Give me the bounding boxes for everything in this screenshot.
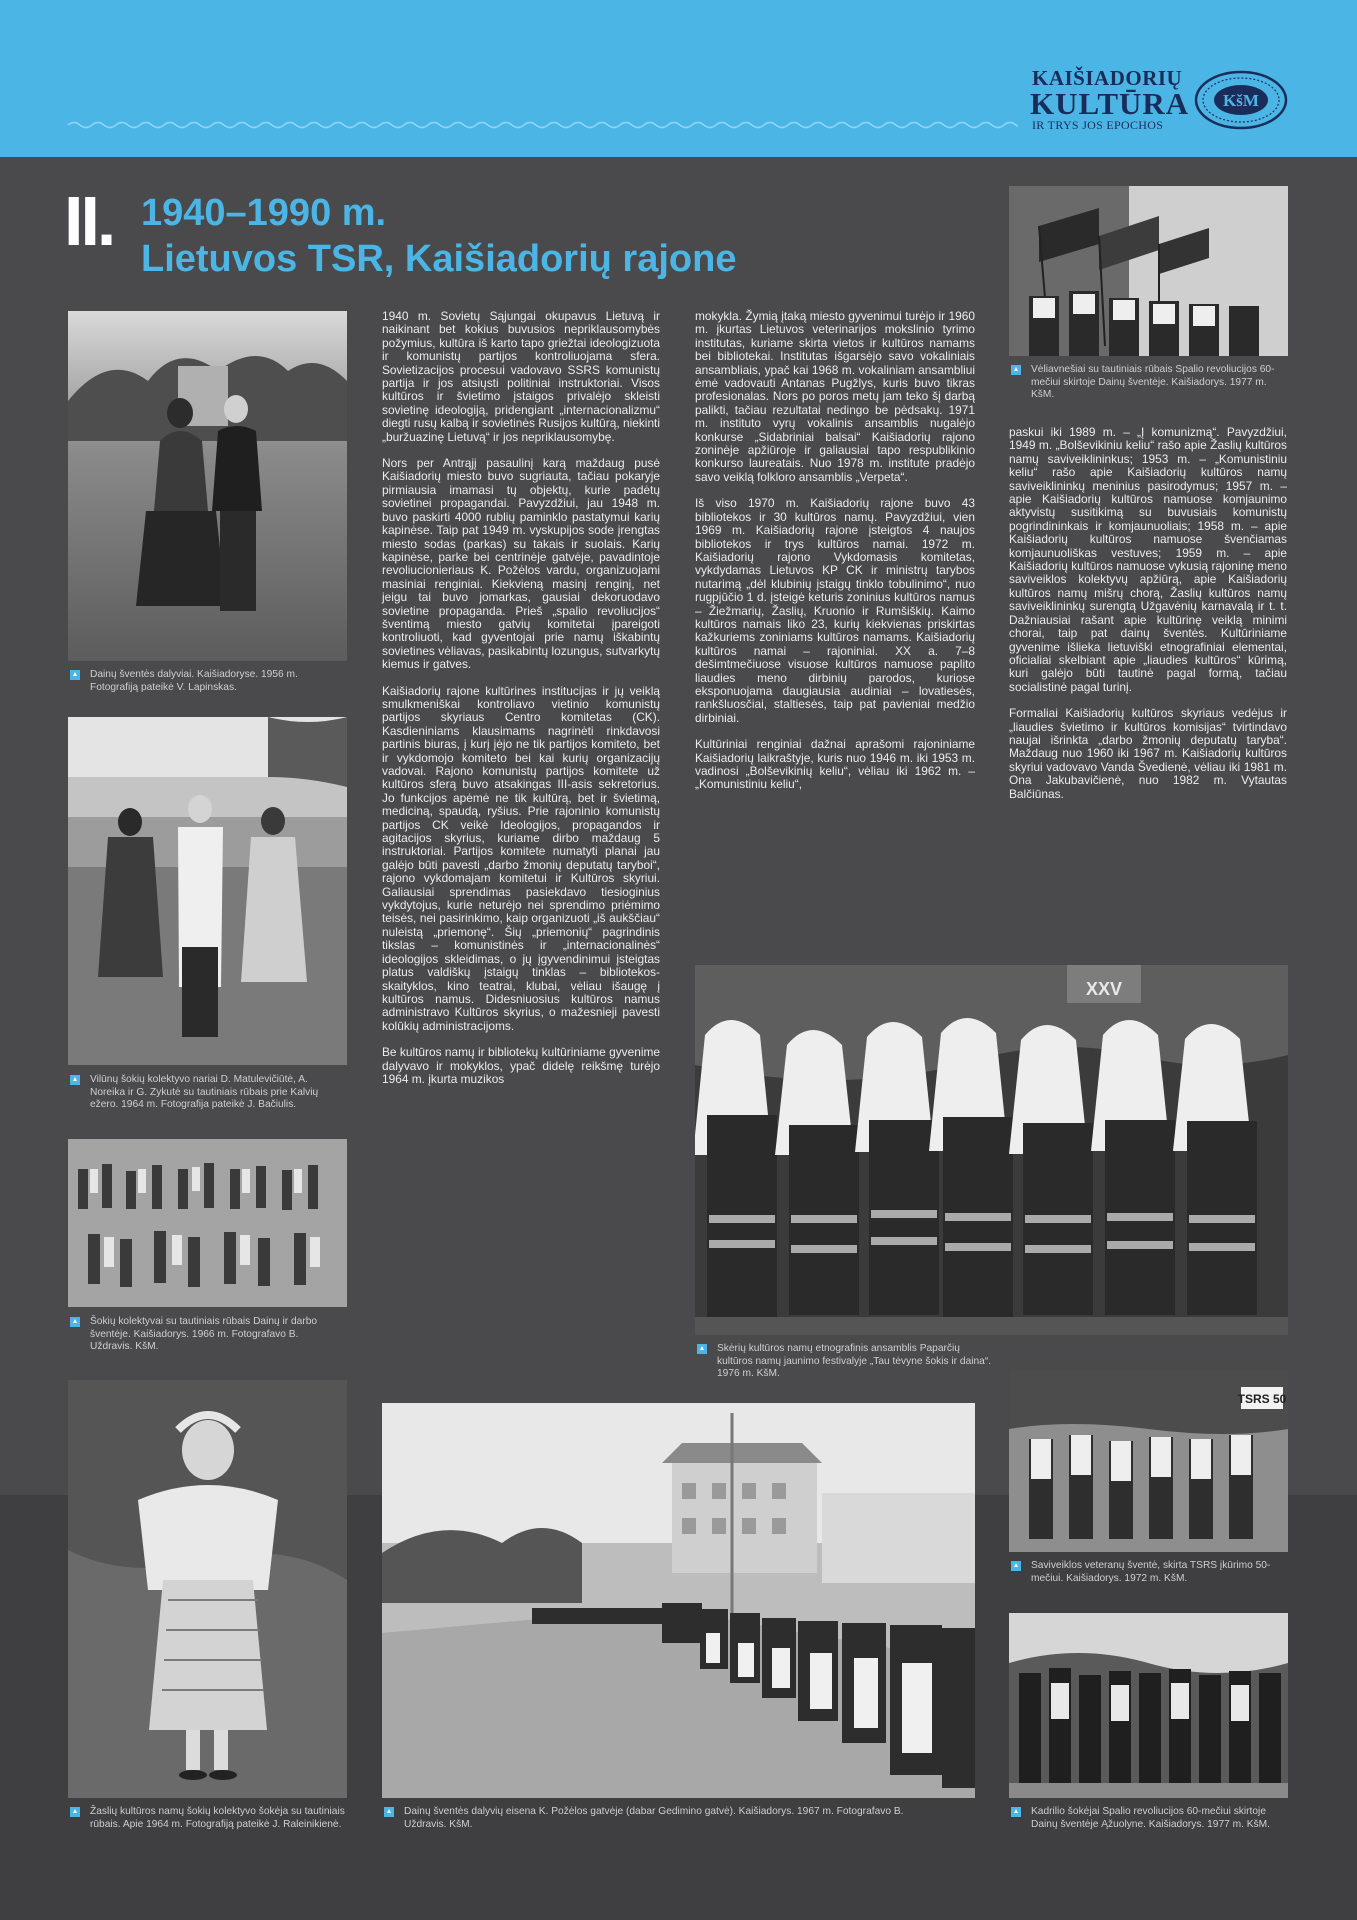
photo-caption-icon xyxy=(70,1317,80,1327)
photo-caption-icon xyxy=(70,670,80,680)
photo-caption-icon xyxy=(1011,1561,1021,1571)
caption-photo-5: Dainų šventės dalyvių eisena K. Požėlos gatvėje (dabar Gedimino gatvė). Kaišiadorys. 1967 m. Fotografavo B. Uždravis. KšM. xyxy=(384,1806,944,1831)
svg-text:XXV: XXV xyxy=(1085,979,1123,999)
brand-line3: IR TRYS JOS EPOCHOS xyxy=(1032,118,1164,132)
brand-wordmark xyxy=(1030,66,1190,134)
svg-text:KšM: KšM xyxy=(1223,91,1259,110)
text-column-3 xyxy=(1009,426,1287,814)
photo-zasliai-dancer-portrait xyxy=(68,1380,347,1798)
museum-logo-badge xyxy=(1194,70,1288,130)
paragraph: Kultūriniai renginiai dažnai aprašomi rajoniniame Kaišiadorių laikraštyje, kuris nuo 1946 m. iki 1953 m. vadinosi „Bolševikinių keliu“, vėliau iki 1962 m. – „Komunistiniu keliu“, xyxy=(695,737,975,792)
photo-caption-icon xyxy=(70,1807,80,1817)
paragraph: Nors per Antrąjį pasaulinį karą maždaug pusė Kaišiadorių miesto buvo sugriauta, tačiau pokaryje pirmiausia imamasi tų objektų, kurie padėtų sovietinei propagandai. Pavyzdžiui, jau 1948 m. buvo paskirti 4000 rublių paminklo pastatymui karių kapinėse. Taip pat 1949 m. vyskupijos sode įrengtas miesto sodas (parkas) su takais ir suolais. Karių kapinėse, parke bei centrinėje gatvėje, pavadintoje revoliucionieriaus K. Požėlos vardu, organizuojami masiniai renginiai. Kiekvieną masinį renginį, net jeigu tai buvo jomarkas, gausiai dekoruodavo sovietine propaganda. Prieš „spalio revoliucijos“ šventimą miesto gatvių komitetai įpareigoti kontroliuoti, kad gyventojai prie namų iškabintų sovietines vėliavas, pasikabintų lozungus, sutvarkytų kiemus ir gatves. xyxy=(382,456,660,672)
caption-photo-1: Dainų šventės dalyviai. Kaišiadoryse. 1956 m. Fotografiją pateikė V. Lapinskas. xyxy=(70,669,342,694)
photo-song-festival-couple xyxy=(68,311,347,661)
photo-dance-collectives xyxy=(68,1139,347,1307)
section-roman-numeral: II. xyxy=(64,182,114,260)
paragraph: Formaliai Kaišiadorių kultūros skyriaus vedėjus ir „liaudies švietimo ir kultūros komisijas“ tvirtindavo naujai išrinkta „darbo žmonių deputatų taryba“. Maždaug nuo 1960 iki 1967 m. Kaišiadorių kultūros skyriui vadovavo Vanda Švedienė, vėliau iki 1981 m. Ona Jakubavičienė, nuo 1982 m. Vytautas Balčiūnas. xyxy=(1009,706,1287,801)
paragraph: 1940 m. Sovietų Sąjungai okupavus Lietuvą ir naikinant bet kokius buvusios nepriklausomybės požymius, kultūra iš karto tapo griežtai ideologizuota ir komunistų partijos kontroliuojama sfera. Sovietizacijos procesui vadovavo SSRS komunistų partija ir jos atsiųsti politiniai instruktoriai. Visos kultūros ir švietimo įstaigos privalėjo skleisti sovietinę ideologiją, pridengiant „internacionalizmu“ diegti rusų kalbą ir sovietinės Rusijos kultūrą, niekinti „buržuazinę Lietuvą“ ir jos nepriklausomybę. xyxy=(382,309,660,444)
caption-photo-8: Saviveiklos veteranų šventė, skirta TSRS įkūrimo 50-mečiui. Kaišiadorys. 1972 m. KšM. xyxy=(1011,1560,1291,1585)
caption-photo-7: Vėliavnešiai su tautiniais rūbais Spalio revoliucijos 60-mečiui skirtoje Dainų šventėje. Kaišiadorys. 1977 m. KšM. xyxy=(1011,364,1291,402)
paragraph: Iš viso 1970 m. Kaišiadorių rajone buvo 43 bibliotekos ir 30 kultūros namų. Pavyzdžiui, vien 1969 m. Kaišiadorių rajone įsteigtos 4 naujos bibliotekos ir trys kultūros namai. 1972 m. Kaišiadorių rajono Vykdomasis komitetas, vykdydamas Lietuvos KP CK ir ministrų tarybos nutarimą „dėl klubinių įstaigų tinklo tobulinimo“, nuo rugpjūčio 1 d. įsteigė keturis zoninius kultūros namus – Žiežmarių, Žaslių, Kruonio ir Rumšiškių. Kaimo kultūros namais liko 23, kurių kiekvienas priskirtas kažkuriems zoniniams kultūros namams. Kaišiadorių kultūros namai – rajoniniai. XX a. 7–8 dešimtmečiuose visuose kultūros namuose paplito liaudies meno dirbinių parodos, kuriose eksponuojama daugiausia audiniai – lovatiesės, rankšluosčiai, staltiesės, taip pat pavieniai medžio dirbiniai. xyxy=(695,496,975,725)
header-bar xyxy=(0,0,1357,157)
paragraph: Kaišiadorių rajone kultūrines institucijas ir jų veiklą smulkmeniškai kontroliavo vietinio komunistų partijos skyriaus Centro komitetas (CK). Kasdieniniams klausimams nagrinėti rinkdavosi partinis biuras, į kurį įėjo ne tik partijos komiteto, bet ir vykdomojo komiteto bei kai kurių organizacijų vadovai. Rajono komunistų partijos komitete už kultūros sferą buvo atsakingas III-asis sekretorius. Jo funkcijos apėmė ne tik kultūrą, bet ir švietimą, mediciną, spaudą, ryšius. Prie rajoninio komunistų partijos CK veikė Ideologijos, propagandos ir agitacijos skyrius, kuriame dirbo maždaug 5 instruktoriai. Partijos komitete numatyti planai jau galėjo būti pavesti „darbo žmonių deputatų taryboi“, rajono vykdomajam komitetui ir Kultūros skyriui. Galiausiai sprendimas pasiekdavo tiesioginius vykdytojus, kurie neturėjo nei sprendimo priėmimo teisės, nei pasirinkimo, kaip organizuoti „iš aukščiau“ nuleistą „priemonę“. Šių „priemonių“ pagrindinis tikslas – komunistinės ir „internacionalinės“ ideologijos skleidimas, o jų įgyvendinimui įsteigtas platus valdiškų įstaigų tinklas – bibliotekos-skaityklos, kino teatrai, klubai, vėliau išaugę į kultūros namus. Didesniuosius kultūros namus administravo Kultūros skyrius, o mažesniejі pavesti kolūkių administracijoms. xyxy=(382,683,660,1033)
photo-caption-icon xyxy=(384,1807,394,1817)
text-column-1 xyxy=(382,310,660,1099)
title-period: 1940–1990 m. xyxy=(141,192,387,234)
paragraph: Be kultūros namų ir bibliotekų kultūriniame gyvenime dalyvavo ir mokyklos, ypač didelę reikšmę turėjo 1964 m. įkurta muzikos xyxy=(382,1045,660,1086)
photo-caption-icon xyxy=(1011,1807,1021,1817)
brand-line1: KAIŠIADORIŲ xyxy=(1032,66,1183,90)
paragraph: paskui iki 1989 m. – „Į komunizmą“. Pavyzdžiui, 1949 m. „Bolševikiniu keliu“ rašo apie Žaslių kultūros namų saviveiklininkus; 1953 m. – „Komunistiniu keliu“ rašo apie Kaišiadorių kultūros namų saviveiklininkų meninius pasirodymus; 1957 m. – apie Kaišiadorių kultūros namuose komjaunimo aktyvistų susitikimą su buvusiais komunistų pogrindininkais ir komjaunuoliais; 1958 m. – apie Kaišiadorių kultūros namuose švenčiamas komjaunuoliškas vestuves; 1959 m. – apie Kaišiadorių kultūros namuose vykusią rajoninę meno saviveiklos kolektyvų apžiūrą, apie Kaišiadorių kultūros namų mišrų chorą, Žaslių kultūros namų saviveiklininkų surengtą Užgavėnių karnavalą ir t. t. Dažniausiai rašant apie kultūrinę veiklą minimi chorai, taip pat dainų šventės. Kultūriniame gyvenime išlieka lietuviški etnografiniai elementai, oficialiai skelbiant apie „liaudies kultūros“ kūrimą, kuri galėjo būti tautinė pagal formą, tačiau socialistinė pagal turinį. xyxy=(1009,425,1287,694)
photo-flag-bearers xyxy=(1009,186,1288,356)
photo-veterans-festival xyxy=(1009,1369,1288,1552)
photo-caption-icon xyxy=(1011,365,1021,375)
photo-quadrille-dancers xyxy=(1009,1613,1288,1798)
photo-dancers-at-lake xyxy=(68,717,347,1065)
caption-photo-2: Vilūnų šokių kolektyvo nariai D. Matulevičiūtė, A. Noreika ir G. Zykutė su tautiniais rūbais prie Kalvių ežero. 1964 m. Fotografija pateikė J. Bačiulis. xyxy=(70,1074,342,1112)
caption-photo-6: Skėrių kultūros namų etnografinis ansamblis Paparčių kultūros namų jaunimo festivalyje „Tau tėvyne šokis ir daina“. 1976 m. KšM. xyxy=(697,1343,997,1381)
title-heading: Lietuvos TSR, Kaišiadorių rajone xyxy=(141,238,737,280)
paragraph: mokykla. Žymią įtaką miesto gyvenimui turėjo ir 1960 m. įkurtas Lietuvos veterinarijos mokslinio tyrimo institutas, kuriame skirta vietos ir kultūros namams bei bibliotekai. Institutas išgarsėjo savo vokaliniais ansambliais, ypač kai 1968 m. vokaliniam ansambliui ėmė vadovauti Antanas Pugžlys, kuris buvo tikras profesionalas. Nors po poros metų jam teko šį darbą palikti, tačiau rezultatai nedingo be pėdsakų. 1971 m. instituto vyrų vokalinis ansamblis nugalėjo konkurse „Sidabriniai balsai“ Kaišiadorių rajono zoninėje apžiūroje ir galiausiai tapo respublikinio konkurso laureatais. Nuo 1978 m. institute pradėjo savo veiklą folkloro ansamblis „Verpeta“. xyxy=(695,309,975,484)
text-column-2 xyxy=(695,310,975,805)
brand-line2: KULTŪRA xyxy=(1030,86,1190,121)
caption-photo-4: Žaslių kultūros namų šokių kolektyvo šokėja su tautiniais rūbais. Apie 1964 m. Fotografiją pateikė J. Raleinikienė. xyxy=(70,1806,352,1831)
photo-song-festival-parade xyxy=(382,1403,975,1798)
photo-skeriai-ensemble xyxy=(695,965,1288,1335)
svg-text:TSRS 50: TSRS 50 xyxy=(1237,1392,1287,1406)
caption-photo-9: Kadrilio šokėjai Spalio revoliucijos 60-mečiui skirtoje Dainų šventėje Ąžuolyne. Kaišiadorys. 1977 m. KšM. xyxy=(1011,1806,1291,1831)
caption-photo-3: Šokių kolektyvai su tautiniais rūbais Dainų ir darbo šventėje. Kaišiadorys. 1966 m. Fotografavo B. Uždravis. KšM. xyxy=(70,1316,342,1354)
decorative-wave-line xyxy=(68,118,1018,132)
photo-caption-icon xyxy=(697,1344,707,1354)
photo-caption-icon xyxy=(70,1075,80,1085)
